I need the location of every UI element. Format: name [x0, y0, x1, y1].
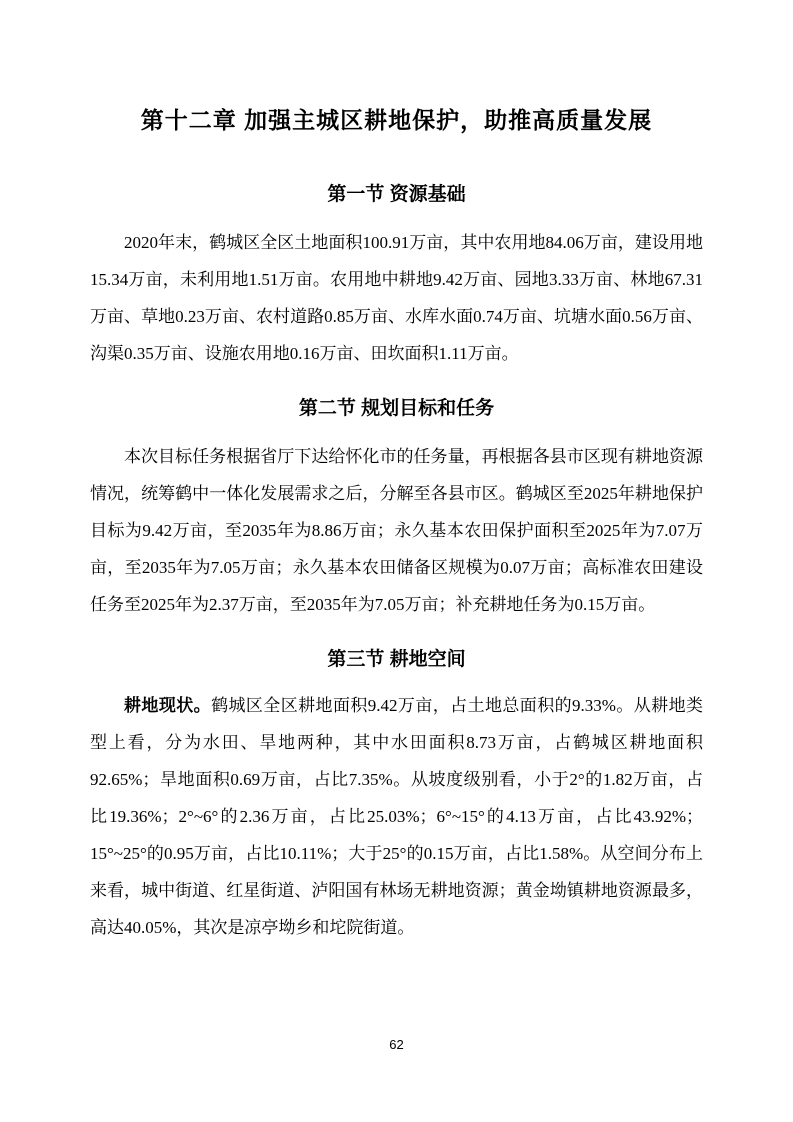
section-cultivated-land-space: [90, 647, 703, 946]
section-planning-goals: [90, 396, 703, 623]
paragraph-text: 鹤城区全区耕地面积9.42万亩，占土地总面积的9.33%。从耕地类型上看，分为水田、旱地两种，其中水田面积8.73万亩，占鹤城区耕地面积92.65%；旱地面积0.69万亩，占比7.35%。从坡度级别看，小于2°的1.82万亩，占比19.36%；2°~6°的2.36万亩，占比25.03%；6°~15°的4.13万亩，占比43.92%；15°~25°的0.95万亩，占比10.11%；大于25°的0.15万亩，占比1.58%。从空间分布上来看，城中街道、红星街道、泸阳国有林场无耕地资源；黄金坳镇耕地资源最多，高达40.05%，其次是凉亭坳乡和坨院街道。: [90, 696, 703, 937]
section-heading: 第一节 资源基础: [327, 184, 466, 205]
paragraph: 本次目标任务根据省厅下达给怀化市的任务量，再根据各县市区现有耕地资源情况，统筹鹤中一体化发展需求之后，分解至各县市区。鹤城区至2025年耕地保护目标为9.42万亩，至2035年为8.86万亩；永久基本农田保护面积至2025年为7.07万亩，至2035年为7.05万亩；永久基本农田储备区规模为0.07万亩；高标准农田建设任务至2025年为2.37万亩，至2035年为7.05万亩；补充耕地任务为0.15万亩。: [90, 447, 703, 614]
chapter-title: 第十二章 加强主城区耕地保护，助推高质量发展: [140, 107, 653, 133]
section-heading: 第二节 规划目标和任务: [298, 398, 495, 419]
paragraph-lead-bold: 耕地现状。: [124, 696, 212, 715]
page-content: [90, 0, 703, 946]
section-heading: 第三节 耕地空间: [327, 649, 466, 670]
page-number: 62: [389, 1037, 404, 1052]
paragraph: 2020年末，鹤城区全区土地面积100.91万亩，其中农用地84.06万亩，建设用地15.34万亩，未利用地1.51万亩。农用地中耕地9.42万亩、园地3.33万亩、林地67.31万亩、草地0.23万亩、农村道路0.85万亩、水库水面0.74万亩、坑塘水面0.56万亩、沟渠0.35万亩、设施农用地0.16万亩、田坎面积1.11万亩。: [90, 233, 703, 363]
paragraph: [90, 687, 703, 946]
section-resource-base: [90, 182, 703, 372]
